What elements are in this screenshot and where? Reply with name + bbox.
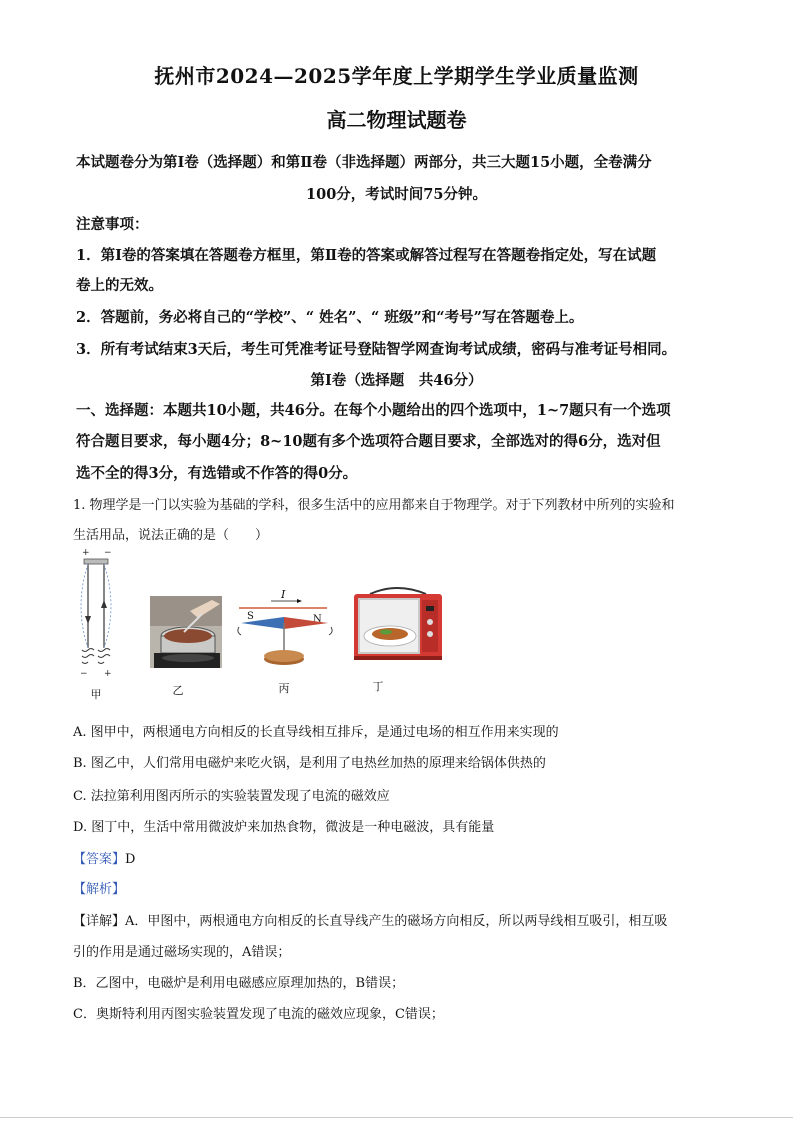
section-instruction-3: 选不全的得3分，有选错或不作答的得0分。 (76, 465, 358, 482)
section-instruction-2: 符合题目要求，每小题4分；8~10题有多个选项符合题目要求，全部选对的得6分，选对但 (76, 433, 661, 450)
q1-figures (72, 546, 462, 701)
detail-label: 【详解】 (73, 914, 126, 929)
q1-option-a: A. 图甲中，两根通电方向相反的长直导线相互排斥，是通过电场的相互作用来实现的 (73, 725, 559, 740)
fig-bing-north-label: N (313, 614, 322, 625)
figure-label-jia: 甲 (90, 688, 102, 701)
fig-bing-south-label: S (247, 611, 254, 622)
figure-ding-microwave (352, 584, 446, 664)
section-instruction-1: 一、选择题：本题共10小题，共46分。在每个小题给出的四个选项中，1~7题只有一个选项 (76, 402, 671, 419)
exam-subtitle: 高二物理试题卷 (326, 108, 467, 132)
q1-answer (73, 848, 135, 867)
notes-heading: 注意事项： (76, 216, 149, 233)
q1-stem-line-2: 生活用品，说法正确的是（ ） (73, 528, 269, 543)
figure-label-yi: 乙 (172, 684, 184, 697)
page-bottom-divider (0, 1117, 793, 1118)
note-1-line-1: 1．第Ⅰ卷的答案填在答题卷方框里，第Ⅱ卷的答案或解答过程写在答题卷指定处，写在试题 (76, 247, 657, 264)
q1-detail-line-2: 引的作用是通过磁场实现的，A错误； (73, 945, 291, 960)
q1-detail-line-3: B．乙图中，电磁炉是利用电磁感应原理加热的，B错误； (73, 976, 405, 991)
fig-bing-current-label: I (281, 589, 286, 601)
q1-detail-line-1: 【详解】A．甲图中，两根通电方向相反的长直导线产生的磁场方向相反，所以两导线相互吸引，相互吸 (73, 914, 668, 929)
svg-text:−: − (80, 669, 88, 679)
svg-text:+: + (82, 548, 90, 558)
svg-text:−: − (104, 548, 112, 558)
figure-yi-induction-cooker (150, 596, 222, 668)
q1-detail-line-4: C．奥斯特利用丙图实验装置发现了电流的磁效应现象，C错误； (73, 1007, 444, 1022)
figure-label-ding: 丁 (372, 680, 384, 693)
svg-text:+: + (104, 669, 112, 679)
q1-option-c: C. 法拉第利用图丙所示的实验装置发现了电流的磁效应 (73, 789, 390, 804)
intro-line-2: 100分，考试时间75分钟。 (306, 186, 487, 203)
note-3: 3．所有考试结束3天后，考生可凭准考证号登陆智学网查询考试成绩，密码与准考证号相同。 (76, 341, 677, 358)
answer-label: 【答案】 (73, 852, 126, 867)
exam-title: 抚州市2024—2025学年度上学期学生学业质量监测 (154, 64, 639, 88)
q1-stem-line-1: 1. 物理学是一门以实验为基础的学科，很多生活中的应用都来自于物理学。对于下列教材中所列的实验和 (73, 498, 675, 513)
q1-option-d: D. 图丁中，生活中常用微波炉来加热食物，微波是一种电磁波，具有能量 (73, 820, 495, 835)
q1-option-b: B. 图乙中，人们常用电磁炉来吃火锅，是利用了电热丝加热的原理来给锅体供热的 (73, 756, 546, 771)
analysis-label: 【解析】 (73, 882, 126, 897)
figure-label-bing: 丙 (278, 682, 290, 695)
answer-value: D (125, 852, 136, 867)
note-1-line-2: 卷上的无效。 (76, 277, 163, 294)
figure-jia-parallel-wires (72, 546, 120, 686)
figure-bing-oersted-experiment (235, 589, 335, 671)
note-2: 2．答题前，务必将自己的“学校”、“ 姓名”、“ 班级”和“考号”写在答题卷上。 (76, 309, 584, 326)
section-title: 第Ⅰ卷（选择题 共46分） (310, 372, 483, 389)
intro-line-1: 本试题卷分为第Ⅰ卷（选择题）和第Ⅱ卷（非选择题）两部分，共三大题15小题，全卷满分 (76, 154, 652, 171)
